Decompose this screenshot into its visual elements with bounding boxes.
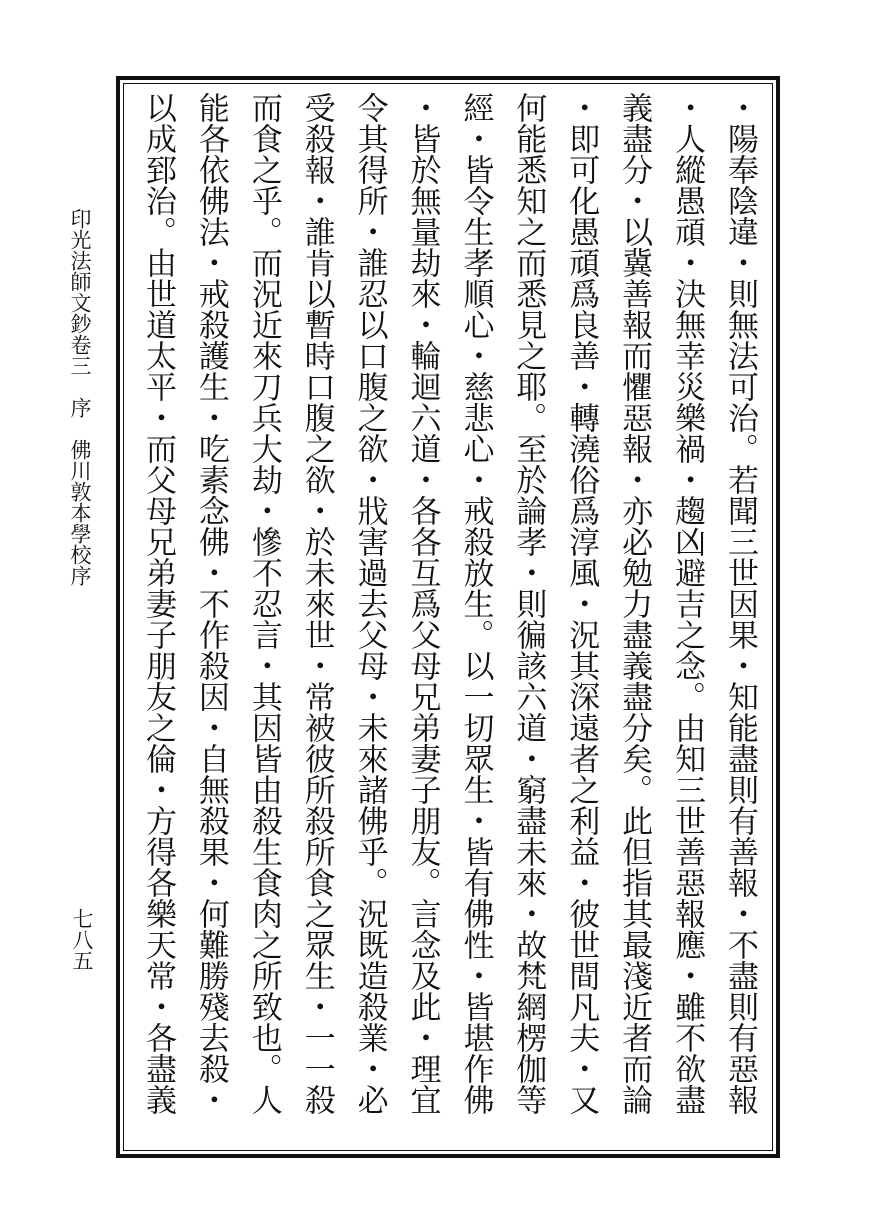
running-head: 印光法師文鈔卷三 序 佛川敦本學校序 [68,208,92,586]
text-column-7: ・皆於無量劫來・輪迴六道・各各互爲父母兄弟妻子朋友。言念及此・理宜 [404,92,441,1115]
page-number: 七八五 [70,908,94,971]
text-column-10: 而食之乎。而況近來刀兵大劫・慘不忍言・其因皆由殺生食肉之所致也。人 [245,92,282,1115]
text-column-6: 經・皆令生孝順心・慈悲心・戒殺放生。以一切眾生・皆有佛性・皆堪作佛 [457,92,494,1115]
text-column-1: ・陽奉陰違・則無法可治。若聞三世因果・知能盡則有善報・不盡則有惡報 [721,92,758,1115]
text-column-11: 能各依佛法・戒殺護生・吃素念佛・不作殺因・自無殺果・何難勝殘去殺・ [192,92,229,1115]
text-column-2: ・人縱愚頑・決無幸災樂禍・趨凶避吉之念。由知三世善惡報應・雖不欲盡 [669,92,706,1115]
text-column-3: 義盡分・以冀善報而懼惡報・亦必勉力盡義盡分矣。此但指其最淺近者而論 [616,92,653,1115]
text-column-4: ・即可化愚頑爲良善・轉澆俗爲淳風・況其深遠者之利益・彼世間凡夫・又 [563,92,600,1115]
text-column-12: 以成郅治。由世道太平・而父母兄弟妻子朋友之倫・方得各樂天常・各盡義 [140,92,176,1115]
main-text-block [136,92,762,1142]
text-column-9: 受殺報・誰肯以暫時口腹之欲・於未來世・常被彼所殺所食之眾生・一一殺 [298,92,335,1115]
text-column-8: 令其得所・誰忍以口腹之欲・戕害過去父母・未來諸佛乎。況既造殺業・必 [351,92,388,1115]
text-column-5: 何能悉知之而悉見之耶。至於論孝・則徧該六道・窮盡未來・故梵網楞伽等 [510,92,547,1115]
